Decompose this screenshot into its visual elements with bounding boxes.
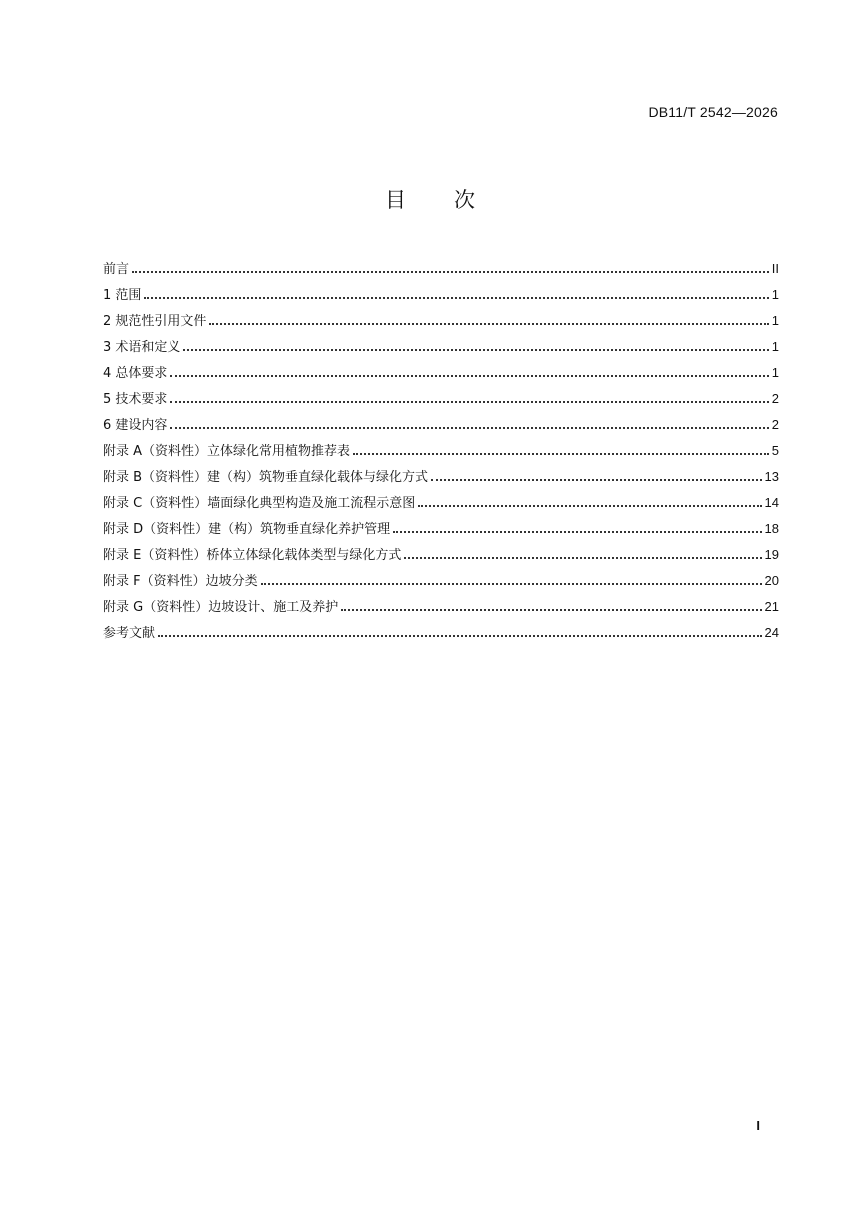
toc-entry-label: 3 术语和定义 (103, 340, 181, 355)
toc-entry-page: 5 (771, 443, 779, 458)
toc-leader-dots (418, 505, 761, 507)
toc-entry-page: 14 (764, 495, 779, 510)
toc-leader-dots (170, 427, 768, 429)
toc-entry-label: 附录 D（资料性）建（构）筑物垂直绿化养护管理 (103, 522, 391, 537)
toc-entry[interactable] (103, 464, 779, 490)
toc-entry-page: 18 (764, 521, 779, 536)
toc-entry-page: 24 (764, 625, 779, 640)
toc-leader-dots (144, 297, 768, 299)
toc-leader-dots (158, 635, 762, 637)
toc-entry-label: 附录 B（资料性）建（构）筑物垂直绿化载体与绿化方式 (103, 470, 429, 485)
toc-entry-page: 21 (764, 599, 779, 614)
toc-entry[interactable] (103, 334, 779, 360)
toc-entry-label: 2 规范性引用文件 (103, 314, 207, 329)
toc-entry-page: 2 (771, 417, 779, 432)
toc-leader-dots (132, 271, 769, 273)
toc-entry-label: 4 总体要求 (103, 366, 168, 381)
toc-entry-label: 附录 G（资料性）边坡设计、施工及养护 (103, 600, 339, 615)
toc-entry-label: 附录 C（资料性）墙面绿化典型构造及施工流程示意图 (103, 496, 416, 511)
toc-entry-page: 13 (764, 469, 779, 484)
toc-entry-label: 附录 A（资料性）立体绿化常用植物推荐表 (103, 444, 351, 459)
toc-leader-dots (170, 401, 768, 403)
toc-entry[interactable] (103, 412, 779, 438)
toc-entry[interactable] (103, 516, 779, 542)
document-code: DB11/T 2542—2026 (648, 104, 778, 120)
toc-entry[interactable] (103, 594, 779, 620)
toc-entry-label: 6 建设内容 (103, 418, 168, 433)
toc-entry-page: 1 (771, 365, 779, 380)
toc-entry-page: 19 (764, 547, 779, 562)
toc-leader-dots (341, 609, 761, 611)
toc-leader-dots (393, 531, 761, 533)
toc-leader-dots (170, 375, 768, 377)
toc-entry[interactable] (103, 360, 779, 386)
toc-entry-page: II (771, 261, 779, 276)
toc-entry-page: 2 (771, 391, 779, 406)
toc-entry-label: 附录 F（资料性）边坡分类 (103, 574, 258, 589)
toc-entry-label: 前言 (103, 262, 130, 277)
toc-entry-page: 1 (771, 339, 779, 354)
toc-entry[interactable] (103, 308, 779, 334)
toc-leader-dots (431, 479, 761, 481)
toc-entry[interactable] (103, 438, 779, 464)
toc-leader-dots (353, 453, 769, 455)
toc-entry-label: 1 范围 (103, 288, 142, 303)
toc-entry[interactable] (103, 386, 779, 412)
toc-entry-label: 附录 E（资料性）桥体立体绿化载体类型与绿化方式 (103, 548, 402, 563)
toc-entry-label: 5 技术要求 (103, 392, 168, 407)
table-of-contents (103, 256, 779, 646)
toc-entry-label: 参考文献 (103, 626, 156, 641)
page-number: I (756, 1118, 760, 1133)
toc-leader-dots (183, 349, 768, 351)
toc-entry[interactable] (103, 490, 779, 516)
toc-entry-page: 1 (771, 287, 779, 302)
toc-entry[interactable] (103, 282, 779, 308)
page-title: 目次 (385, 188, 523, 212)
toc-entry[interactable] (103, 542, 779, 568)
toc-entry[interactable] (103, 256, 779, 282)
toc-leader-dots (261, 583, 762, 585)
toc-leader-dots (404, 557, 761, 559)
toc-entry-page: 1 (771, 313, 779, 328)
toc-entry[interactable] (103, 620, 779, 646)
toc-entry[interactable] (103, 568, 779, 594)
toc-leader-dots (209, 323, 768, 325)
toc-entry-page: 20 (764, 573, 779, 588)
